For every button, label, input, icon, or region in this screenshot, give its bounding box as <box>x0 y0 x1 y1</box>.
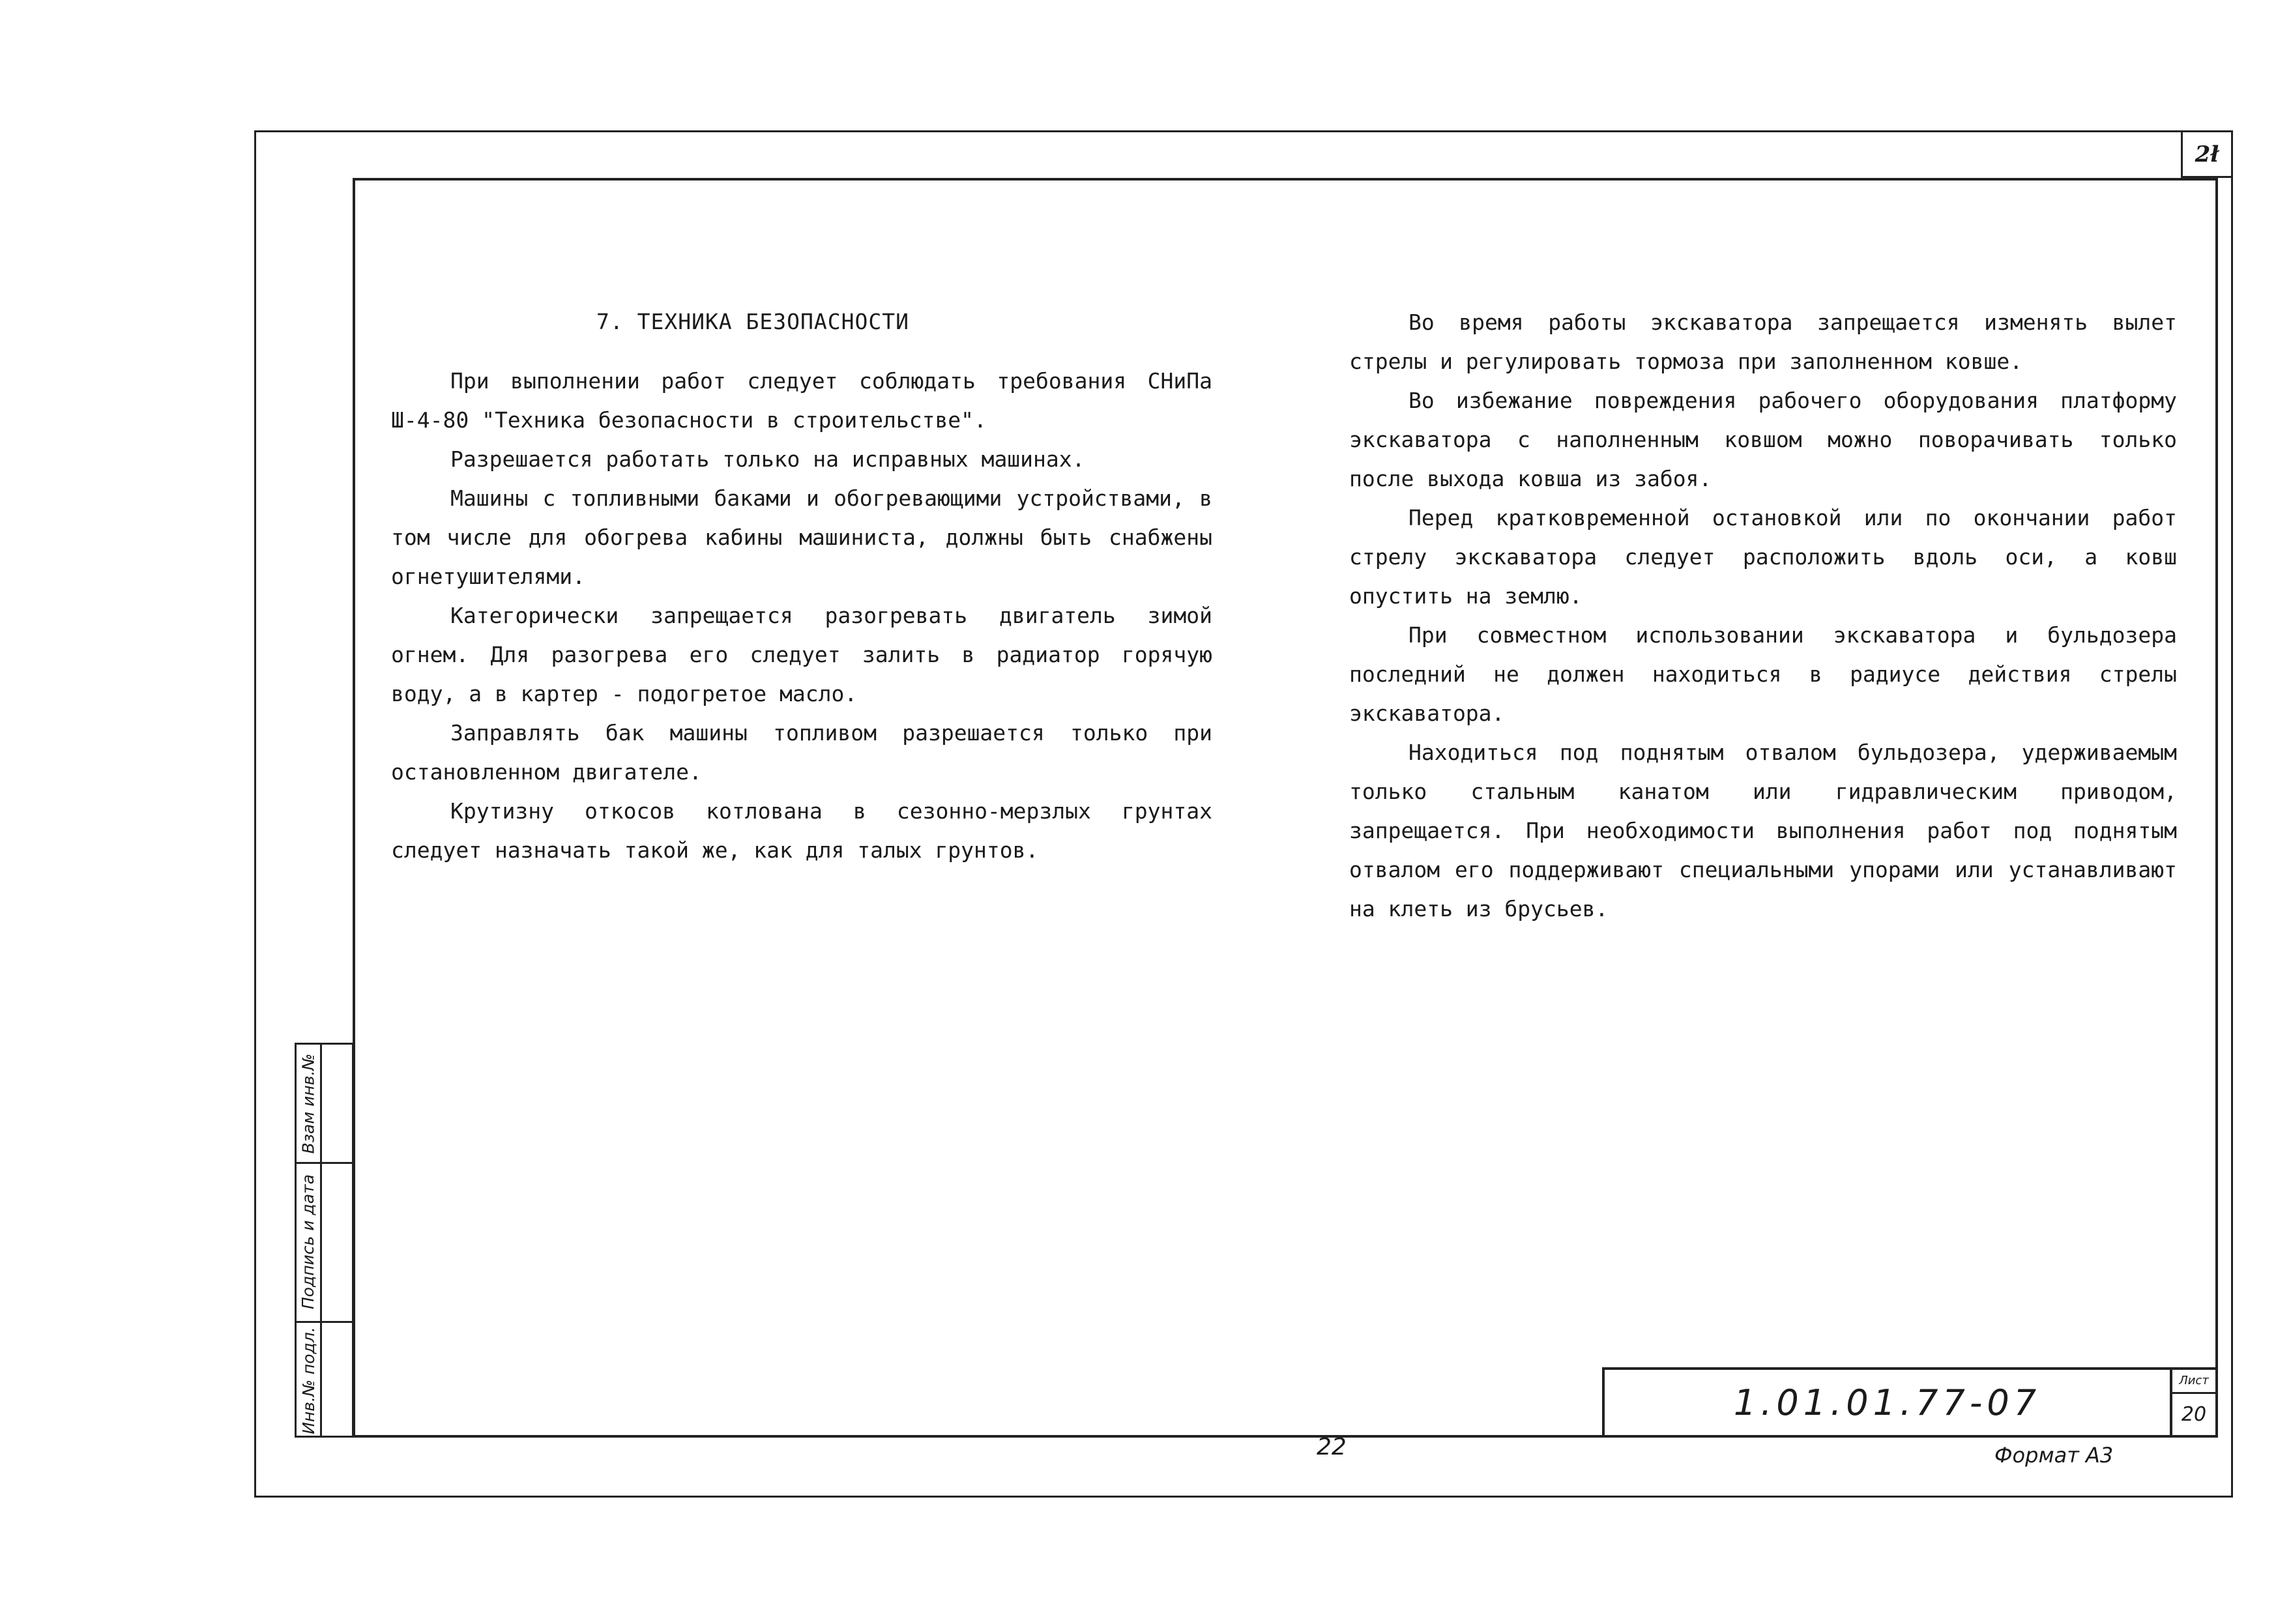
paragraph: Машины с топливными баками и обогревающими устройствами, в том числе для обогрева кабины машиниста, должны быть снабжены огнетушителями. <box>391 486 1212 589</box>
paragraph: Категорически запрещается разогревать двигатель зимой огнем. Для разогрева его следует залить в радиатор горячую воду, а в картер - подогретое масло. <box>391 603 1212 706</box>
side-cell-signature-date <box>297 1162 320 1321</box>
right-column <box>1349 303 2177 929</box>
paper-format: Формат А3 <box>1994 1443 2114 1468</box>
side-cell-replacement-inv <box>297 1045 320 1162</box>
corner-mark <box>2181 130 2233 178</box>
side-cell-label: Инв.№ подл. <box>299 1326 318 1434</box>
sheet-label: Лист <box>2172 1370 2215 1394</box>
sheet-number: 20 <box>2181 1403 2207 1426</box>
side-strip-divider <box>320 1045 322 1436</box>
paragraph: Разрешается работать только на исправных машинах. <box>450 446 1085 472</box>
side-cell-label: Взам инв.№ <box>299 1053 318 1153</box>
paragraph: Крутизну откосов котлована в сезонно-мерзлых грунтах следует назначать такой же, как для талых грунтов. <box>391 798 1212 863</box>
side-cell-original-inv <box>297 1321 320 1440</box>
document-code: 1.01.01.77-07 <box>1733 1382 2041 1423</box>
left-column <box>391 362 1212 870</box>
paragraph: При совместном использовании экскаватора и бульдозера последний не должен находиться в радиусе действия стрелы экскаватора. <box>1349 622 2177 726</box>
page-number: 22 <box>1317 1434 1347 1460</box>
side-strip <box>295 1043 354 1438</box>
side-cell-label: Подпись и дата <box>299 1174 318 1309</box>
paragraph: При выполнении работ следует соблюдать требования СНиПа Ш-4-80 "Техника безопасности в строительстве". <box>391 368 1212 433</box>
corner-mark-text: 2ł <box>2195 141 2219 167</box>
section-heading: 7. ТЕХНИКА БЕЗОПАСНОСТИ <box>596 309 909 334</box>
paragraph: Во время работы экскаватора запрещается изменять вылет стрелы и регулировать тормоза при заполненном ковше. <box>1349 310 2177 374</box>
sheet-number-box <box>2170 1367 2218 1438</box>
paragraph: Во избежание повреждения рабочего оборудования платформу экскаватора с наполненным ковшом можно поворачивать только после выхода ковша из забоя. <box>1349 388 2177 491</box>
paragraph: Находиться под поднятым отвалом бульдозера, удерживаемым только стальным канатом или гидравлическим приводом, запрещается. При необходимости выполнения работ под поднятым отвалом его поддерживают специальными упорами или устанавливают на клеть из брусьев. <box>1349 740 2177 921</box>
paragraph: Перед кратковременной остановкой или по окончании работ стрелу экскаватора следует расположить вдоль оси, а ковш опустить на землю. <box>1349 505 2177 609</box>
paragraph: Заправлять бак машины топливом разрешается только при остановленном двигателе. <box>391 720 1212 785</box>
document-code-stamp <box>1602 1367 2172 1438</box>
